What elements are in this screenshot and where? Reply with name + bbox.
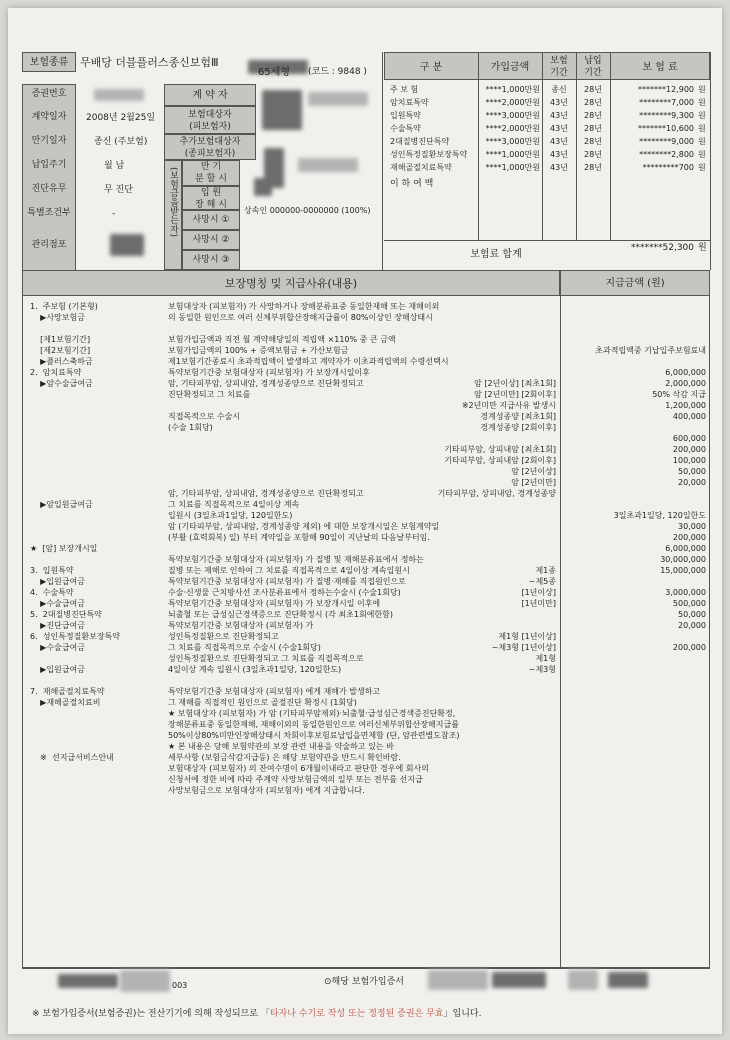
coverage-amount: ****3,000만원 — [485, 137, 540, 146]
coverage-unit: 원 — [698, 137, 706, 146]
coverage-col-pay-term: 납입 기간 — [584, 56, 602, 78]
total-top-line — [384, 240, 710, 241]
coverage-col-amount: 가입금액 — [490, 62, 530, 73]
label-insured: 보험대상자 (피보험자) — [188, 110, 232, 132]
benefits-header-title-cell — [22, 270, 560, 296]
benefit-names: 1. 주보험 (기본형) ▶사망보험금 [제1보험기간] [제2보험기간] ▶플러스축하금 2. 암치료특약 ▶암수술급여금 ▶암입원급여금 ★ [암] 보장개시일 3. 입원특약 ▶입원급여금 4. 수술특약 ▶수술급여금 5. 2대질병진단특약 ▶진단급여금 6. 성인특정질환보장특약 ▶수술급여금 ▶입원급여금 7. 재해골절치료특약 ▶재해골절치료비 ※ 선지급서비스안내 — [30, 302, 120, 762]
label-contract-date: 계약일자 — [31, 112, 67, 122]
maturity-pay-cell — [182, 160, 240, 186]
benefits-header-amount-cell — [560, 270, 710, 296]
coverage-unit: 원 — [698, 98, 706, 107]
coverage-pay-term: 28년 — [584, 163, 602, 172]
coverage-name: 주 보 험 — [390, 85, 419, 94]
death3-cell — [182, 250, 240, 270]
contractor-label-cell — [164, 84, 256, 106]
heir-value: 상속인 000000-0000000 (100%) — [244, 206, 371, 215]
pay-cycle-value: 월 납 — [104, 161, 125, 171]
coverage-unit: 원 — [698, 111, 706, 120]
redacted-bottom-4 — [492, 972, 546, 988]
coverage-name: 2대질병진단특약 — [390, 137, 450, 146]
diagnosis-value: 무 진단 — [104, 185, 133, 195]
coverage-unit: 원 — [698, 163, 706, 172]
footnote — [32, 1008, 481, 1020]
redacted-id — [308, 92, 368, 106]
coverage-premium: ********2,800 — [639, 150, 694, 159]
label-death3: 사망시 ③ — [192, 255, 230, 265]
redacted-bottom-3 — [428, 970, 488, 990]
coverage-term: 43년 — [550, 163, 568, 172]
coverage-unit: 원 — [698, 150, 706, 159]
bottom-line — [22, 968, 710, 969]
col-line-5 — [710, 52, 711, 270]
coverage-amount: ****2,000만원 — [485, 124, 540, 133]
label-death1: 사망시 ① — [192, 215, 230, 225]
label-maturity-pay: 만 기 분 할 시 — [195, 162, 227, 184]
redacted-insured-id — [298, 158, 358, 172]
footnote-red: 타자나 수기로 작성 또는 정정된 증권은 무효 — [269, 1009, 444, 1019]
coverage-name: 수술특약 — [390, 124, 421, 133]
beneficiary-side-cell — [164, 160, 182, 270]
coverage-name: 재해골절치료특약 — [390, 163, 452, 172]
insured-label-cell — [164, 106, 256, 134]
coverage-pay-term: 28년 — [584, 137, 602, 146]
coverage-term: 43년 — [550, 150, 568, 159]
redacted-bottom-1 — [58, 974, 118, 988]
coverage-col-kind: 구 분 — [419, 62, 443, 73]
label-diagnosis: 진단유무 — [31, 184, 67, 194]
coverage-pay-term: 28년 — [584, 85, 602, 94]
coverage-amount: ****2,000만원 — [485, 98, 540, 107]
coverage-name: 입원특약 — [390, 111, 421, 120]
label-product-type-cell — [22, 52, 76, 72]
redacted-cert-no — [94, 89, 144, 101]
coverage-premium: ********7,000 — [639, 98, 694, 107]
redacted-bottom-5 — [568, 970, 598, 990]
coverage-amount: ****1,000만원 — [485, 163, 540, 172]
label-product-type: 보험종류 — [29, 57, 69, 68]
label-maturity-date: 만기일자 — [31, 136, 67, 146]
coverage-term: 종신 — [551, 85, 567, 94]
redacted-name — [262, 90, 302, 130]
additional-insured-label-cell — [164, 134, 256, 160]
redacted-bottom-2 — [120, 970, 170, 992]
bottom-code: 003 — [172, 981, 188, 990]
coverage-premium: *********700 — [642, 163, 694, 172]
age-type: 65세형 — [258, 67, 291, 78]
coverage-amount: ****1,000만원 — [485, 85, 540, 94]
coverage-premium: ********9,300 — [639, 111, 694, 120]
coverage-name: 암치료특약 — [390, 98, 429, 107]
coverage-amount: ****1,000만원 — [485, 150, 540, 159]
coverage-term: 43년 — [550, 111, 568, 120]
hospital-pay-cell — [182, 186, 240, 210]
total-label: 보험료 합계 — [470, 249, 522, 260]
coverage-premium: *******10,600 — [638, 124, 694, 133]
label-additional-insured: 추가보험대상자 (종피보험자) — [179, 137, 241, 159]
coverage-pay-term: 28년 — [584, 98, 602, 107]
death1-cell — [182, 210, 240, 230]
coverage-pay-term: 28년 — [584, 124, 602, 133]
amount-divider — [560, 296, 561, 968]
benefit-amounts: 초과적립액중 기납입주보험료내 6,000,000 2,000,000 50% 삭감 지급 1,200,000 400,000 600,000 200,000 100,000 50,000 20,000 3일초과1일당, 120일한도 30,000 200,000 6,000,000 30,000,000 15,000,000 3,000,000 500,000 50,000 20,000 200,000 — [595, 346, 706, 652]
total-value: *******52,300 — [631, 243, 694, 253]
special-terms-value: - — [112, 209, 116, 219]
coverage-unit: 원 — [698, 85, 706, 94]
label-hospital-pay: 입 원 장 해 시 — [195, 188, 227, 210]
label-special-terms: 특별조건부 — [27, 208, 71, 218]
coverage-premium: ********9,000 — [639, 137, 694, 146]
footnote-start: ※ 보험가입증서(보험증권)는 전산기기에 의해 작성되므로 「 — [32, 1009, 270, 1019]
redacted-mark — [254, 178, 272, 196]
coverage-term: 43년 — [550, 124, 568, 133]
redacted-branch — [110, 234, 144, 256]
benefit-conditions: 보험대상자 (피보험자) 가 사망하거나 장해분류표중 동일한재해 또는 재해이외 의 동일한 원인으로 여러 신체부위합산장해지급률이 80%이상인 장해상태시 보험가입금액과 직전 월 계약해당일의 적립액 ×110% 중 큰 금액 보험가입금액의 100% + 증액보험금 + 가산보험금 제1보험기간종료시 초과적립액이 발생하고 계약자가 이초과적립액의 수령선택시 특약보험기간중 보험대상자 (피보험자) 가 보장개시일이후 암, 기타피부암, 상피내암, 경계성종양으로 진단확정되고 진단확정되고 그 치료를 직접목적으로 수술시 (수술 1회당) 암, 기타피부암, 상피내암, 경계성종양으로 진단확정되고 그 치료를 직접목적으로 4일이상 계속 입원시 (3일초과1일당, 120일한도) 암 (기타피부암, 상피내암, 경계성종양 제외) 에 대한 보장개시일은 보험계약일 (부활 (효력회복) 일) 부터 계약일을 포함해 90일이 지난날의 다음날부터임. 특약보험기간중 보험대상자 (피보험자) 가 질병 및 재해분류표에서 정하는 질병 또는 재해로 인하여 그 치료를 직접목적으로 4일이상 계속입원시 특약보험기간중 보험대상자 (피보험자) 가 질병·재해를 직접원인으로 수술·신생물 근치방사선 조사분류표에서 정하는수술시 (수술1회당) 특약보험기간중 보험대상자 (피보험자) 가 보장개시일 이후에 뇌출혈 또는 급성심근경색증으로 진단확정시 (각 최초1회에한함) 특약보험기간중 보험대상자 (피보험자) 가 성인특정질환으로 진단확정되고 그 치료를 직접목적으로 수술시 (수술1회당) 성인특정질환으로 진단확정되고 그 치료를 직접목적으로 4일이상 계속 입원시 (3일초과1일당, 120일한도) 특약보험기간중 보험대상자 (피보험자) 에게 재해가 발생하고 그 재해를 직접적인 원인으로 골절진단 확정시 (1회당) ★ 보험대상자 (피보험자) 가 암 (기타피부암제외)·뇌출혈·급성심근경색증진단확정, 장해분류표중 동일한재해, 재해이외의 동일한원인으로 여러신체부위합산장해지급률 50%이상80%미만인장해상태시 차회이후보험료납입을면제함 (단, 암관련별도참조) ★ 본 내용은 당해 보험약관의 보장 관련 내용을 약술하고 있는 바 세부사항 (보험금삭감지급등) 은 해당 보험약관을 반드시 확인바람. 보험대상자 (피보험자) 의 잔여수명이 6개월이내라고 판단한 경우에 회사의 신청서에 정한 비에 따라 주계약 사망보험금액의 일부 또는 전부를 선지급 사망보험금으로 보험대상자 (피보험자) 에게 지급합니다. — [168, 302, 460, 795]
label-death2: 사망시 ② — [192, 235, 230, 245]
coverage-unit: 원 — [698, 124, 706, 133]
total-unit: 원 — [698, 243, 707, 253]
coverage-amount: ****3,000만원 — [485, 111, 540, 120]
maturity-value: 종신 (주보험) — [94, 137, 148, 147]
footnote-end: 」입니다. — [443, 1009, 482, 1019]
redacted-bottom-6 — [608, 972, 648, 988]
coverage-term: 43년 — [550, 98, 568, 107]
insurance-certificate — [8, 8, 722, 1034]
label-pay-cycle: 납입주기 — [31, 160, 67, 170]
contract-date-value: 2008년 2월25일 — [86, 113, 156, 123]
coverage-pay-term: 28년 — [584, 111, 602, 120]
label-managing-branch: 관리점포 — [31, 240, 67, 250]
label-contractor: 계 약 자 — [192, 90, 228, 101]
label-cert-no: 증권번호 — [31, 89, 67, 99]
coverage-term: 43년 — [550, 137, 568, 146]
coverage-col-premium: 보 험 료 — [642, 62, 678, 73]
benefits-header-title: 보장명칭 및 지급사유(내용) — [224, 277, 358, 290]
coverage-footer-note: 이 하 여 백 — [390, 179, 434, 189]
header-divider — [382, 52, 383, 270]
product-code: (코드 : 9848 ) — [308, 67, 367, 77]
label-beneficiary: (보험금을받는자) — [168, 167, 178, 238]
coverage-premium: *******12,900 — [638, 85, 694, 94]
coverage-col-term: 보험 기간 — [550, 56, 568, 78]
bottom-center-text: ⊙해당 보험가입증서 — [324, 977, 404, 987]
benefit-sub-conditions: 암 [2년이상] [최초1회] 암 [2년미만] [2회이후] ※2년미만 지급사유 발생시 경계성종양 [최초1회] 경계성종양 [2회이후] 기타피부암, 상피내암 [최초1회] 기타피부암, 상피내암 [2회이후] 암 [2년이상] 암 [2년미만] 기타피부암, 상피내암, 경계성종양 제1종 ~제5종 [1년이상] [1년미만] 제1형 [1년이상] ~제3형 [1년이상] 제1형 ~제3형 — [437, 379, 556, 674]
benefits-header-amount: 지급금액 (원) — [605, 278, 665, 289]
coverage-pay-term: 28년 — [584, 150, 602, 159]
death2-cell — [182, 230, 240, 250]
coverage-name: 성인특정질환보장특약 — [390, 150, 468, 159]
product-name: 무배당 더블플러스종신보험Ⅲ — [80, 56, 219, 69]
